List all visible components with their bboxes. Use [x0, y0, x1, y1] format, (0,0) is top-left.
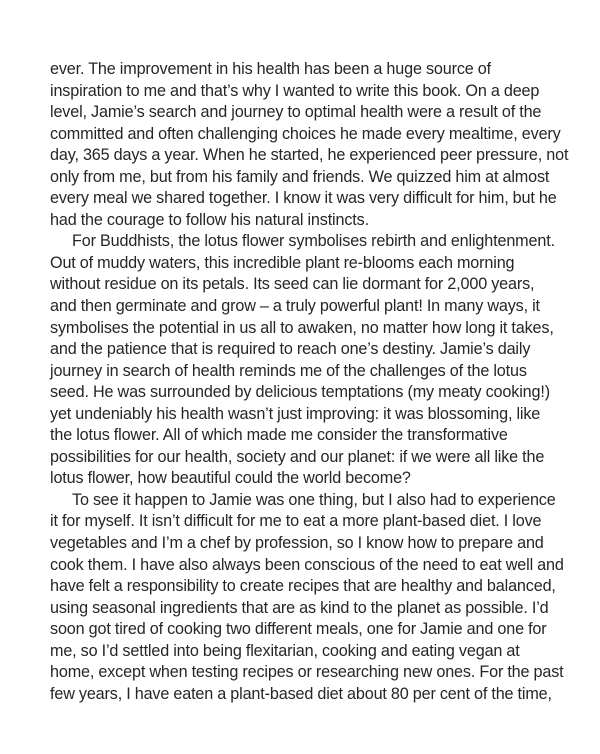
text-line: home, except when testing recipes or researching new ones. For the past	[50, 663, 564, 682]
text-line: cook them. I have also always been conscious of the need to eat well and	[50, 555, 564, 574]
text-line: possibilities for our health, society and our planet: if we were all like the	[50, 447, 545, 466]
text-line: journey in search of health reminds me of the challenges of the lotus	[50, 361, 527, 380]
text-line: and then germinate and grow – a truly powerful plant! In many ways, it	[50, 297, 540, 316]
text-line: committed and often challenging choices he made every mealtime, every	[50, 124, 561, 143]
text-line-indented: For Buddhists, the lotus flower symbolises rebirth and enlightenment.	[72, 232, 555, 251]
text-line: have felt a responsibility to create recipes that are healthy and balanced,	[50, 577, 556, 596]
text-line: vegetables and I’m a chef by profession, so I know how to prepare and	[50, 534, 544, 553]
text-line: seed. He was surrounded by delicious temptations (my meaty cooking!)	[50, 383, 550, 402]
paragraph-1	[50, 59, 570, 231]
text-line: few years, I have eaten a plant-based diet about 80 per cent of the time,	[50, 684, 552, 703]
text-line: me, so I’d settled into being flexitarian, cooking and eating vegan at	[50, 641, 520, 660]
text-line: ever. The improvement in his health has been a huge source of	[50, 60, 491, 78]
text-line-indented: To see it happen to Jamie was one thing, but I also had to experience	[72, 490, 556, 509]
text-line: every meal we shared together. I know it was very difficult for him, but he	[50, 189, 557, 208]
text-line: only from me, but from his family and friends. We quizzed him at almost	[50, 167, 550, 186]
text-line: lotus flower, how beautiful could the world become?	[50, 469, 411, 488]
paragraph-3	[50, 490, 570, 705]
body-text	[50, 59, 570, 705]
text-line: the lotus flower. All of which made me consider the transformative	[50, 426, 508, 445]
text-line: and the patience that is required to reach one’s destiny. Jamie’s daily	[50, 340, 531, 359]
text-line: without residue on its petals. Its seed can lie dormant for 2,000 years,	[50, 275, 535, 294]
paragraph-2	[50, 231, 570, 490]
text-line: day, 365 days a year. When he started, he experienced peer pressure, not	[50, 146, 569, 165]
text-line: Out of muddy waters, this incredible plant re-blooms each morning	[50, 253, 515, 272]
text-line: had the courage to follow his natural instincts.	[50, 210, 369, 229]
text-line: it for myself. It isn’t difficult for me to eat a more plant-based diet. I love	[50, 512, 542, 531]
text-line: using seasonal ingredients that are as kind to the planet as possible. I’d	[50, 598, 549, 617]
text-line: level, Jamie’s search and journey to optimal health were a result of the	[50, 103, 542, 122]
text-line: inspiration to me and that’s why I wanted to write this book. On a deep	[50, 81, 540, 100]
text-line: soon got tired of cooking two different meals, one for Jamie and one for	[50, 620, 547, 639]
text-line: symbolises the potential in us all to awaken, no matter how long it takes,	[50, 318, 554, 337]
text-line: yet undeniably his health wasn’t just improving: it was blossoming, like	[50, 404, 541, 423]
